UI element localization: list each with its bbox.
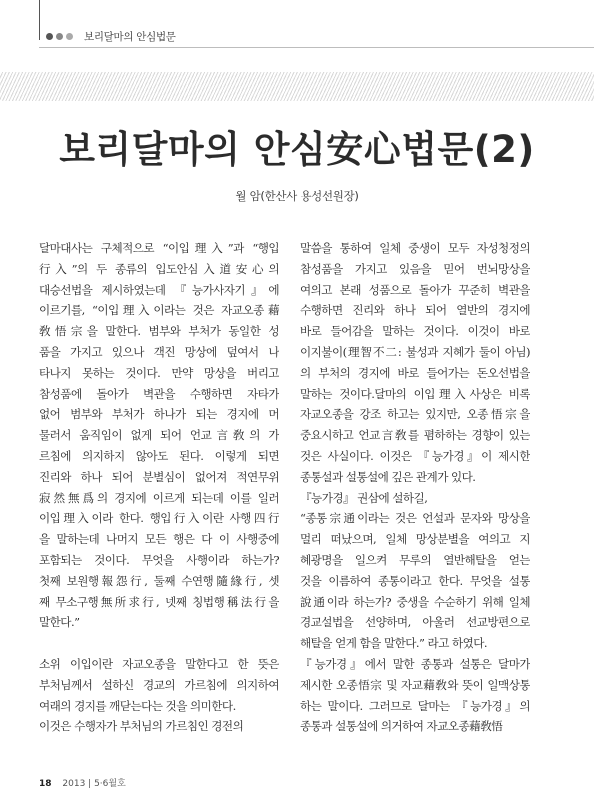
text-line: 것은 사실이다. 이것은 『능가경』이 제시한 xyxy=(300,448,530,463)
text-line: 제시한 오종悟宗 및 자교藉敎와 뜻이 일맥상통 xyxy=(300,677,530,692)
text-line: 첫째 보원행報怨行, 둘째 수연행隨緣行, 셋 xyxy=(39,573,279,588)
text-line: 물러서 움직임이 없게 되어 언교言敎의 가 xyxy=(39,428,279,443)
text-line: 說通이라 하는가? 중생을 수순하기 위해 일체 xyxy=(300,594,530,609)
text-line: 품을 가지고 있으나 객진 망상에 덮여서 나 xyxy=(39,344,279,359)
text-line: 을 말하는데 나머지 모든 행은 다 이 사행중에 xyxy=(39,532,279,547)
dot-icon xyxy=(46,33,53,40)
article-title: 보리달마의 안심安心법문(2) xyxy=(59,128,535,171)
text-line: 말하는 것이다.달마의 이입理入사상은 비록 xyxy=(300,386,530,401)
text-line: 바로 들어감을 말하는 것이다. 이것이 바로 xyxy=(300,324,530,339)
text-line: 포함되는 것이다. 무엇을 사행이라 하는가? xyxy=(39,552,279,567)
text-line: 종통설과 설통설에 깊은 관계가 있다. xyxy=(300,469,476,484)
text-line: 수행하면 진리와 하나 되어 열반의 경지에 xyxy=(300,303,530,318)
text-line: 타나지 못하는 것이다. 만약 망상을 버리고 xyxy=(39,365,279,380)
text-line: 敎悟宗을 말한다. 범부와 부처가 동일한 성 xyxy=(39,324,279,339)
header-rule xyxy=(39,47,594,48)
page-number: 18 xyxy=(39,779,52,789)
text-line: 달마대사는 구체적으로 “이입理入”과 “행입 xyxy=(39,241,279,255)
text-line: 말한다.” xyxy=(39,615,80,630)
text-line: 것을 이름하여 종통이라고 한다. 무엇을 설통 xyxy=(300,573,530,588)
text-line: 참성품에 돌아가 벽관을 수행하면 자타가 xyxy=(39,386,279,401)
text-line: 이입理入이라 한다. 행입行入이란 사행四行 xyxy=(39,511,279,526)
text-line: 의 부처의 경지에 바로 들어가는 돈오선법을 xyxy=(300,365,530,380)
dot-icon xyxy=(66,33,73,40)
text-line xyxy=(39,633,279,654)
text-line: 말씀을 통하여 일체 중생이 모두 자성청정의 xyxy=(300,241,530,255)
header-vertical-rule xyxy=(39,0,40,40)
text-line: 참성품을 가지고 있음을 믿어 번뇌망상을 xyxy=(300,261,530,276)
text-line: 行入”의 두 종류의 입도안심入道安心의 xyxy=(39,261,279,276)
text-line: 없어 범부와 부처가 하나가 되는 경지에 머 xyxy=(39,407,279,422)
text-line: 부처님께서 설하신 경교의 가르침에 의지하여 xyxy=(39,677,279,692)
running-header xyxy=(0,0,594,70)
article-author: 월 암(한산사 용성선원장) xyxy=(235,189,359,203)
text-line: 종통과 설통설에 의거하여 자교오종藉敎悟 xyxy=(300,719,503,734)
text-line: 중요시하고 언교言敎를 폄하하는 경향이 있는 xyxy=(300,428,530,443)
text-line: 寂然無爲의 경지에 이르게 되는데 이를 일러 xyxy=(39,490,279,505)
text-line: 멀리 떠났으며, 일체 망상분별을 여의고 지 xyxy=(300,532,530,547)
text-line: 경교설법을 선양하며, 아울러 선교방편으로 xyxy=(300,615,530,630)
text-line: 하는 말이다. 그러므로 달마는 『능가경』의 xyxy=(300,698,530,713)
text-line: 혜광명을 일으켜 무루의 열반해탈을 얻는 xyxy=(300,552,530,567)
decorative-hatch-band xyxy=(0,72,594,101)
text-line: 이것은 수행자가 부처님의 가르침인 경전의 xyxy=(39,719,244,734)
header-dots-icon xyxy=(46,33,73,40)
text-line: 『능가경』에서 말한 종통과 설통은 달마가 xyxy=(300,656,530,671)
text-line: 해탈을 얻게 함을 말한다.” 라고 하였다. xyxy=(300,636,488,651)
text-line: 이르기를, “이입理入이라는 것은 자교오종藉 xyxy=(39,303,279,318)
left-column xyxy=(39,238,279,737)
text-line: 소위 이입이란 자교오종을 말한다고 한 뜻은 xyxy=(39,656,279,671)
text-line: 르침에 의지하지 않아도 된다. 이렇게 되면 xyxy=(39,448,279,463)
text-line: 여래의 경지를 깨닫는다는 것을 의미한다. xyxy=(39,698,236,713)
issue-label: 2013 | 5·6월호 xyxy=(62,779,126,789)
text-line: 진리와 하나 되어 분별심이 없어져 적연무위 xyxy=(39,469,279,484)
text-line: 『능가경』 권삼에 설하길, xyxy=(300,490,428,505)
text-line: 자교오종을 강조 하고는 있지만, 오종悟宗을 xyxy=(300,407,530,422)
text-line: “종통宗通이라는 것은 언설과 문자와 망상을 xyxy=(300,511,530,526)
page-footer xyxy=(39,776,126,789)
section-title: 보리달마의 안심법문 xyxy=(84,31,176,43)
text-line: 이지불이(理智不二: 불성과 지혜가 둘이 아님) xyxy=(300,344,530,359)
dot-icon xyxy=(56,33,63,40)
text-line: 여의고 본래 성품으로 돌아가 꾸준히 벽관을 xyxy=(300,282,530,297)
text-line: 째 무소구행無所求行, 넷째 칭법행稱法行을 xyxy=(39,594,279,609)
right-column xyxy=(300,238,530,737)
text-line: 대승선법을 제시하였는데 『능가사자기』에 xyxy=(39,282,279,297)
